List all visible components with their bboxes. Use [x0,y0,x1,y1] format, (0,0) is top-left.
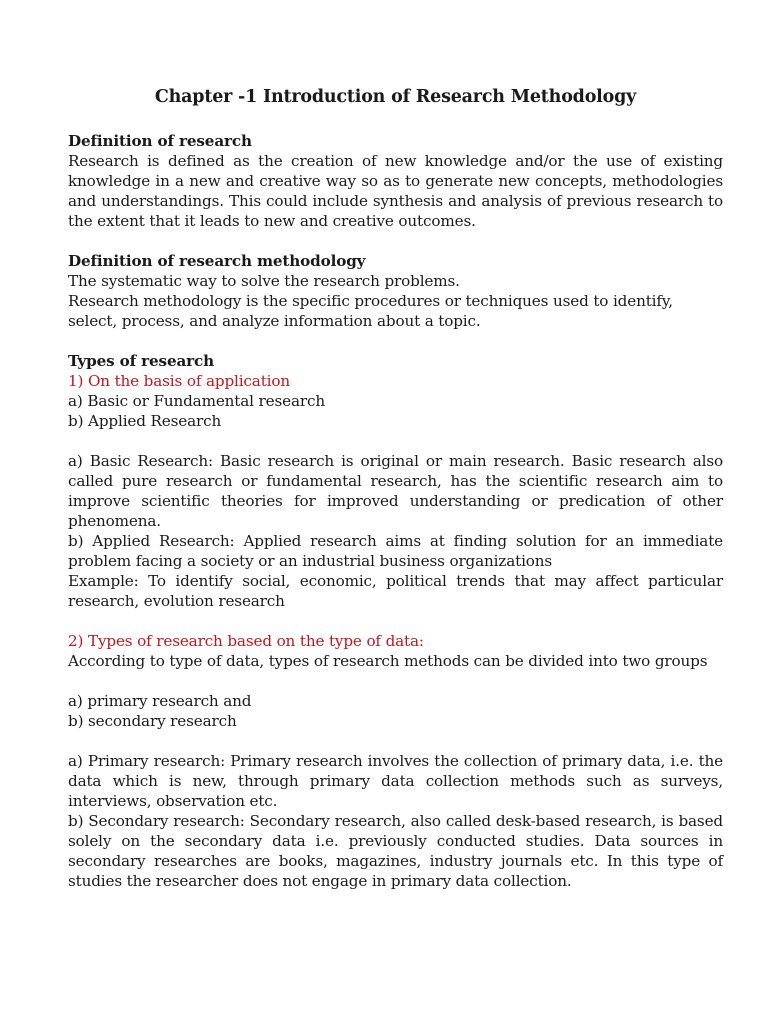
heading-definition-methodology: Definition of research methodology [68,252,366,270]
paragraph-example: Example: To identify social, economic, political trends that may affect particular research, evolution research [68,572,723,610]
subheading-data-type: 2) Types of research based on the type of data: [68,632,424,650]
list-item-secondary: b) secondary research [68,712,237,730]
paragraph-basic-research: a) Basic Research: Basic research is original or main research. Basic research also called pure research or fundamental research, has the scientific research aim to improve scientific theories for improved understanding or predication of other phenomena. [68,452,723,530]
paragraph-secondary-research: b) Secondary research: Secondary research, also called desk-based research, is based solely on the secondary data i.e. previously conducted studies. Data sources in secondary researches are books, magazines, industry journals etc. In this type of studies the researcher does not engage in primary data collection. [68,812,723,890]
list-item-basic: a) Basic or Fundamental research [68,392,325,410]
paragraph-data-intro: According to type of data, types of research methods can be divided into two groups [68,652,708,670]
heading-types-research: Types of research [68,352,214,370]
paragraph-applied-research: b) Applied Research: Applied research aims at finding solution for an immediate problem facing a society or an industrial business organizations [68,532,723,570]
page-title: Chapter -1 Introduction of Research Methodology [154,87,637,107]
subheading-application: 1) On the basis of application [68,372,290,390]
list-item-applied: b) Applied Research [68,412,222,430]
heading-definition-research: Definition of research [68,132,252,150]
paragraph-primary-research: a) Primary research: Primary research involves the collection of primary data, i.e. the data which is new, through primary data collection methods such as surveys, interviews, observation etc. [68,752,723,810]
paragraph-definition-research: Research is defined as the creation of new knowledge and/or the use of existing knowledge in a new and creative way so as to generate new concepts, methodologies and understandings. This could include synthesis and analysis of previous research to the extent that it leads to new and creative outcomes. [68,152,723,230]
paragraph-methodology-line2: Research methodology is the specific procedures or techniques used to identify, select, process, and analyze information about a topic. [68,292,673,330]
document-page [68,85,723,891]
paragraph-methodology-line1: The systematic way to solve the research problems. [68,272,460,290]
list-item-primary: a) primary research and [68,692,252,710]
